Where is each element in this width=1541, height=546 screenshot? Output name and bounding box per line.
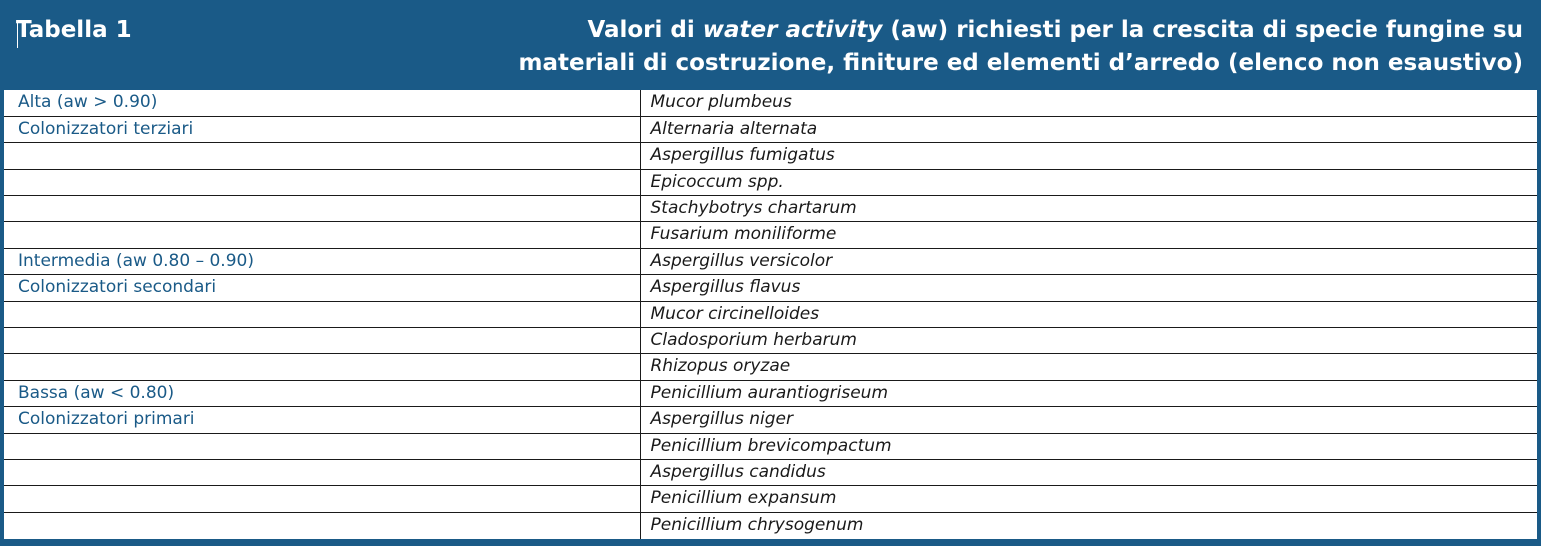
table-row [4,222,1537,248]
category-cell: Colonizzatori primari [4,407,640,433]
title-line-2: materiali di costruzione, finiture ed elementi d’arredo (elenco non esaustivo) [518,50,1523,76]
title-italic-term: water activity [702,17,883,43]
table-row [4,301,1537,327]
category-cell [4,143,640,169]
table-row [4,143,1537,169]
table-row [4,407,1537,433]
table-row [4,512,1537,538]
category-cell [4,354,640,380]
category-cell: Colonizzatori secondari [4,275,640,301]
category-cell: Colonizzatori terziari [4,116,640,142]
table-row [4,380,1537,406]
category-cell [4,222,640,248]
species-cell: Aspergillus fumigatus [640,143,1537,169]
category-cell [4,459,640,485]
category-cell [4,512,640,538]
table-row [4,328,1537,354]
table-label: Tabella 1 [16,17,132,43]
species-cell: Aspergillus candidus [640,459,1537,485]
species-cell: Aspergillus flavus [640,275,1537,301]
table-row [4,169,1537,195]
species-cell: Cladosporium herbarum [640,328,1537,354]
category-cell [4,328,640,354]
table-row [4,486,1537,512]
table-row [4,196,1537,222]
species-cell: Mucor circinelloides [640,301,1537,327]
category-cell [4,196,640,222]
table-row [4,248,1537,274]
species-cell: Penicillium chrysogenum [650,514,864,535]
species-cell: Epicoccum spp. [640,169,1537,195]
title-part-1: Valori di [587,17,703,43]
species-cell: Aspergillus niger [640,407,1537,433]
species-cell: Penicillium expansum [640,486,1537,512]
title-part-2: (aw) richiesti per la crescita di specie fungine su [882,17,1523,43]
species-table-body [4,90,1537,539]
species-table [4,90,1537,539]
species-cell: Fusarium moniliforme [640,222,1537,248]
category-cell [4,433,640,459]
species-cell: Stachybotrys chartarum [640,196,1537,222]
table-header [4,0,1537,90]
table-row [4,433,1537,459]
category-cell [4,486,640,512]
species-cell: Alternaria alternata [640,116,1537,142]
category-cell [4,301,640,327]
species-cell: Mucor plumbeus [640,90,1537,116]
category-cell: Intermedia (aw 0.80 – 0.90) [4,248,640,274]
table-row [4,90,1537,116]
table-row [4,116,1537,142]
category-cell: Bassa (aw < 0.80) [4,380,640,406]
category-cell [4,169,640,195]
table-row [4,354,1537,380]
table-row [4,275,1537,301]
table-title [519,14,1524,80]
species-cell: Aspergillus versicolor [640,248,1537,274]
species-cell: Penicillium brevicompactum [640,433,1537,459]
species-cell: Penicillium aurantiogriseum [640,380,1537,406]
table-row [4,459,1537,485]
category-cell: Alta (aw > 0.90) [4,90,640,116]
species-cell: Rhizopus oryzae [640,354,1537,380]
